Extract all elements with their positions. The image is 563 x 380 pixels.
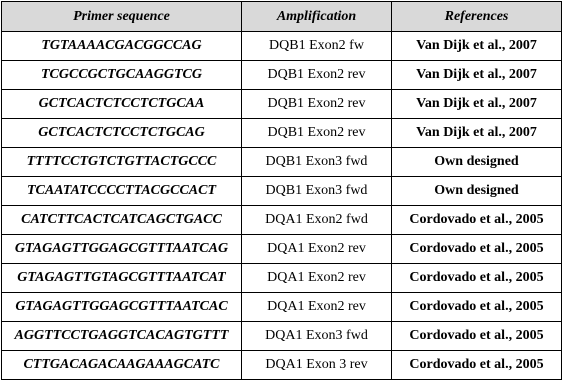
reference-cell: Cordovado et al., 2005 xyxy=(392,264,562,293)
primer-sequence-cell: AGGTTCCTGAGGTCACAGTGTTT xyxy=(2,322,242,351)
amplification-cell: DQA1 Exon2 fwd xyxy=(242,206,392,235)
reference-cell: Cordovado et al., 2005 xyxy=(392,322,562,351)
table-row xyxy=(2,264,562,293)
reference-cell: Van Dijk et al., 2007 xyxy=(392,119,562,148)
amplification-cell: DQA1 Exon2 rev xyxy=(242,293,392,322)
table-row xyxy=(2,32,562,61)
primer-sequence-cell: GCTCACTCTCCTCTGCAG xyxy=(2,119,242,148)
table-row xyxy=(2,90,562,119)
reference-cell: Van Dijk et al., 2007 xyxy=(392,61,562,90)
table-row xyxy=(2,351,562,380)
reference-cell: Own designed xyxy=(392,177,562,206)
table-row xyxy=(2,119,562,148)
table-row xyxy=(2,148,562,177)
amplification-cell: DQA1 Exon3 fwd xyxy=(242,322,392,351)
reference-cell: Van Dijk et al., 2007 xyxy=(392,32,562,61)
primer-sequence-cell: GTAGAGTTGGAGCGTTTAATCAG xyxy=(2,235,242,264)
primer-sequence-cell: GTAGAGTTGTAGCGTTTAATCAT xyxy=(2,264,242,293)
table-header-row xyxy=(2,2,562,32)
reference-cell: Cordovado et al., 2005 xyxy=(392,351,562,380)
primer-sequence-cell: GCTCACTCTCCTCTGCAA xyxy=(2,90,242,119)
primer-sequence-cell: TCAATATCCCCTTACGCCACT xyxy=(2,177,242,206)
header-primer-sequence: Primer sequence xyxy=(2,2,242,32)
reference-cell: Cordovado et al., 2005 xyxy=(392,206,562,235)
primer-sequence-cell: TTTTCCTGTCTGTTACTGCCC xyxy=(2,148,242,177)
primer-sequence-cell: CTTGACAGACAAGAAAGCATC xyxy=(2,351,242,380)
reference-cell: Van Dijk et al., 2007 xyxy=(392,90,562,119)
table-row xyxy=(2,235,562,264)
table-row xyxy=(2,206,562,235)
table-row xyxy=(2,177,562,206)
primer-table xyxy=(1,1,562,380)
primer-sequence-cell: TGTAAAACGACGGCCAG xyxy=(2,32,242,61)
amplification-cell: DQB1 Exon2 fw xyxy=(242,32,392,61)
amplification-cell: DQB1 Exon3 fwd xyxy=(242,148,392,177)
header-references: References xyxy=(392,2,562,32)
table-row xyxy=(2,322,562,351)
amplification-cell: DQB1 Exon2 rev xyxy=(242,119,392,148)
amplification-cell: DQA1 Exon 3 rev xyxy=(242,351,392,380)
amplification-cell: DQB1 Exon2 rev xyxy=(242,61,392,90)
amplification-cell: DQA1 Exon2 rev xyxy=(242,264,392,293)
primer-sequence-cell: TCGCCGCTGCAAGGTCG xyxy=(2,61,242,90)
reference-cell: Own designed xyxy=(392,148,562,177)
table-row xyxy=(2,61,562,90)
amplification-cell: DQB1 Exon2 rev xyxy=(242,90,392,119)
amplification-cell: DQB1 Exon3 fwd xyxy=(242,177,392,206)
primer-sequence-cell: CATCTTCACTCATCAGCTGACC xyxy=(2,206,242,235)
header-amplification: Amplification xyxy=(242,2,392,32)
reference-cell: Cordovado et al., 2005 xyxy=(392,293,562,322)
amplification-cell: DQA1 Exon2 rev xyxy=(242,235,392,264)
reference-cell: Cordovado et al., 2005 xyxy=(392,235,562,264)
table-row xyxy=(2,293,562,322)
primer-sequence-cell: GTAGAGTTGGAGCGTTTAATCAC xyxy=(2,293,242,322)
